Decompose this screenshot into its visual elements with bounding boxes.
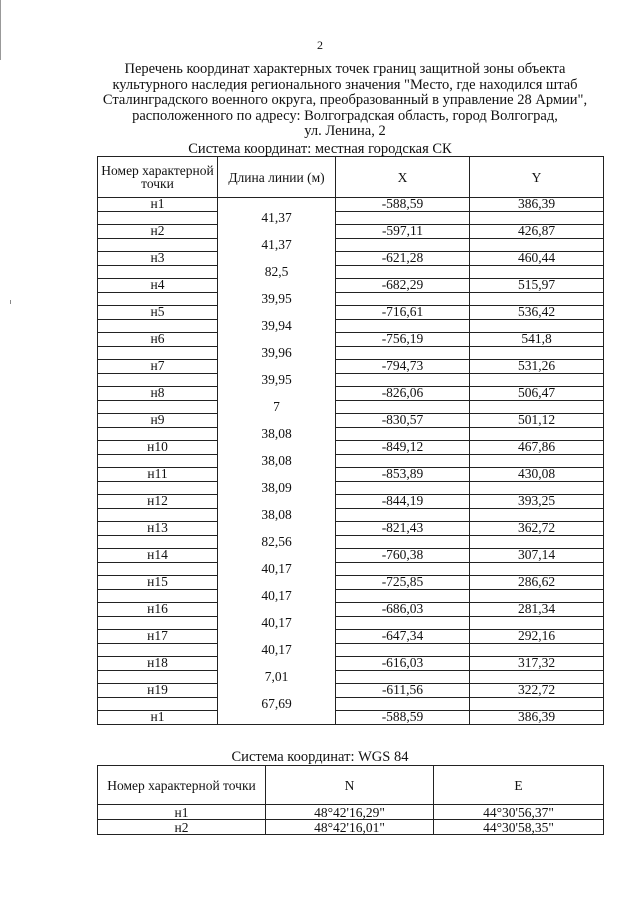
point-name-cell: н2 bbox=[98, 225, 218, 239]
length-cell-empty bbox=[218, 603, 336, 617]
y-cell: 386,39 bbox=[470, 198, 604, 212]
y-cell: 281,34 bbox=[470, 603, 604, 617]
point-name-cell: н19 bbox=[98, 684, 218, 698]
page-number: 2 bbox=[317, 38, 323, 52]
point-name-cell: н7 bbox=[98, 360, 218, 374]
point-row bbox=[98, 441, 604, 455]
y-cell: 531,26 bbox=[470, 360, 604, 374]
point-row bbox=[98, 468, 604, 482]
x-cell: -621,28 bbox=[336, 252, 470, 266]
segment-length-cell: 38,08 bbox=[218, 508, 336, 522]
y-cell: 362,72 bbox=[470, 522, 604, 536]
y-cell: 536,42 bbox=[470, 306, 604, 320]
y-cell: 317,32 bbox=[470, 657, 604, 671]
y-cell: 460,44 bbox=[470, 252, 604, 266]
table-header-row bbox=[98, 157, 604, 198]
x-cell: -716,61 bbox=[336, 306, 470, 320]
table2-caption: Система координат: WGS 84 bbox=[231, 749, 409, 765]
segment-length-cell: 7 bbox=[218, 400, 336, 414]
segment-length-cell: 39,95 bbox=[218, 292, 336, 306]
length-cell-empty bbox=[218, 630, 336, 644]
point-name-cell: н13 bbox=[98, 522, 218, 536]
length-cell-empty bbox=[218, 333, 336, 347]
point-row bbox=[98, 279, 604, 293]
length-cell-empty bbox=[218, 549, 336, 563]
x-cell: -760,38 bbox=[336, 549, 470, 563]
segment-length-cell: 40,17 bbox=[218, 589, 336, 603]
length-cell-empty bbox=[218, 306, 336, 320]
y-cell: 393,25 bbox=[470, 495, 604, 509]
x-cell: -611,56 bbox=[336, 684, 470, 698]
point-name-cell: н10 bbox=[98, 441, 218, 455]
title-line: Перечень координат характерных точек границ защитной зоны объекта bbox=[124, 61, 566, 77]
x-cell: -821,43 bbox=[336, 522, 470, 536]
x-cell: -756,19 bbox=[336, 333, 470, 347]
n-cell: 48°42'16,01" bbox=[266, 820, 434, 835]
e-cell: 44°30'56,37" bbox=[434, 805, 604, 820]
wgs-row bbox=[98, 820, 604, 835]
y-cell: 292,16 bbox=[470, 630, 604, 644]
point-row bbox=[98, 549, 604, 563]
point-row bbox=[98, 252, 604, 266]
length-cell-empty bbox=[218, 414, 336, 428]
segment-length-cell: 39,95 bbox=[218, 373, 336, 387]
length-cell-empty bbox=[218, 360, 336, 374]
y-cell: 541,8 bbox=[470, 333, 604, 347]
y-cell: 307,14 bbox=[470, 549, 604, 563]
x-cell: -588,59 bbox=[336, 711, 470, 725]
y-cell: 430,08 bbox=[470, 468, 604, 482]
x-cell: -686,03 bbox=[336, 603, 470, 617]
point-name-cell: н15 bbox=[98, 576, 218, 590]
segment-length-cell: 40,17 bbox=[218, 562, 336, 576]
y-cell: 386,39 bbox=[470, 711, 604, 725]
segment-length-cell: 38,08 bbox=[218, 454, 336, 468]
length-cell-empty bbox=[218, 252, 336, 266]
length-cell-empty bbox=[218, 387, 336, 401]
document-title bbox=[80, 62, 610, 140]
header-point: Номер характерной точки bbox=[98, 157, 218, 198]
scan-speck bbox=[10, 300, 11, 304]
point-row bbox=[98, 360, 604, 374]
point-row bbox=[98, 684, 604, 698]
point-name-cell: н9 bbox=[98, 414, 218, 428]
segment-length-cell: 39,96 bbox=[218, 346, 336, 360]
length-cell-empty bbox=[218, 522, 336, 536]
length-cell-empty bbox=[218, 468, 336, 482]
point-name-cell: н6 bbox=[98, 333, 218, 347]
point-row bbox=[98, 576, 604, 590]
x-cell: -794,73 bbox=[336, 360, 470, 374]
header-n: N bbox=[266, 766, 434, 805]
point-row bbox=[98, 630, 604, 644]
title-line: культурного наследия регионального значения "Место, где находился штаб bbox=[112, 76, 578, 93]
local-coordinates-table bbox=[97, 156, 604, 725]
header-point: Номер характерной точки bbox=[98, 766, 266, 805]
segment-length-cell: 40,17 bbox=[218, 616, 336, 630]
point-name-cell: н5 bbox=[98, 306, 218, 320]
x-cell: -826,06 bbox=[336, 387, 470, 401]
n-cell: 48°42'16,29" bbox=[266, 805, 434, 820]
header-e: E bbox=[434, 766, 604, 805]
title-line: Сталинградского военного округа, преобразованный в управление 28 Армии", bbox=[102, 92, 588, 108]
segment-length-cell: 38,09 bbox=[218, 481, 336, 495]
y-cell: 322,72 bbox=[470, 684, 604, 698]
point-row bbox=[98, 198, 604, 212]
point-row bbox=[98, 225, 604, 239]
point-row bbox=[98, 414, 604, 428]
length-cell-empty bbox=[218, 441, 336, 455]
segment-length-cell: 39,94 bbox=[218, 319, 336, 333]
point-name-cell: н11 bbox=[98, 468, 218, 482]
point-name-cell: н18 bbox=[98, 657, 218, 671]
length-cell-empty bbox=[218, 657, 336, 671]
length-cell-empty bbox=[218, 225, 336, 239]
header-x: X bbox=[336, 157, 470, 198]
point-name-cell: н12 bbox=[98, 495, 218, 509]
x-cell: -647,34 bbox=[336, 630, 470, 644]
y-cell: 286,62 bbox=[470, 576, 604, 590]
segment-length-cell: 82,56 bbox=[218, 535, 336, 549]
length-cell-empty bbox=[218, 684, 336, 698]
table1-caption: Система координат: местная городская СК bbox=[188, 141, 452, 157]
point-name-cell: н4 bbox=[98, 279, 218, 293]
point-name-cell: н8 bbox=[98, 387, 218, 401]
segment-length-cell: 82,5 bbox=[218, 265, 336, 279]
point-row bbox=[98, 603, 604, 617]
x-cell: -849,12 bbox=[336, 441, 470, 455]
x-cell: -588,59 bbox=[336, 198, 470, 212]
length-cell-empty bbox=[218, 495, 336, 509]
title-line: расположенного по адресу: Волгоградская область, город Волгоград, bbox=[132, 107, 558, 124]
header-length: Длина линии (м) bbox=[218, 157, 336, 198]
point-row bbox=[98, 522, 604, 536]
y-cell: 501,12 bbox=[470, 414, 604, 428]
length-cell-empty bbox=[218, 279, 336, 293]
point-name-cell: н2 bbox=[98, 820, 266, 835]
header-y: Y bbox=[470, 157, 604, 198]
point-row bbox=[98, 333, 604, 347]
length-cell-empty bbox=[218, 198, 336, 212]
e-cell: 44°30'58,35" bbox=[434, 820, 604, 835]
point-name-cell: н1 bbox=[98, 805, 266, 820]
segment-length-cell: 38,08 bbox=[218, 427, 336, 441]
point-name-cell: н14 bbox=[98, 549, 218, 563]
segment-length-cell: 67,69 bbox=[218, 697, 336, 711]
point-name-cell: н1 bbox=[98, 198, 218, 212]
point-name-cell: н1 bbox=[98, 711, 218, 725]
x-cell: -830,57 bbox=[336, 414, 470, 428]
y-cell: 506,47 bbox=[470, 387, 604, 401]
x-cell: -844,19 bbox=[336, 495, 470, 509]
point-name-cell: н17 bbox=[98, 630, 218, 644]
point-row bbox=[98, 657, 604, 671]
segment-length-cell: 40,17 bbox=[218, 643, 336, 657]
wgs-row bbox=[98, 805, 604, 820]
x-cell: -853,89 bbox=[336, 468, 470, 482]
wgs84-coordinates-table bbox=[97, 765, 604, 835]
title-line: ул. Ленина, 2 bbox=[304, 123, 386, 139]
segment-length-cell: 41,37 bbox=[218, 238, 336, 252]
y-cell: 515,97 bbox=[470, 279, 604, 293]
y-cell: 467,86 bbox=[470, 441, 604, 455]
x-cell: -597,11 bbox=[336, 225, 470, 239]
segment-length-cell: 7,01 bbox=[218, 670, 336, 684]
segment-length-cell: 41,37 bbox=[218, 211, 336, 225]
y-cell: 426,87 bbox=[470, 225, 604, 239]
x-cell: -616,03 bbox=[336, 657, 470, 671]
length-cell-empty bbox=[218, 711, 336, 725]
point-row bbox=[98, 306, 604, 320]
length-cell-empty bbox=[218, 576, 336, 590]
x-cell: -725,85 bbox=[336, 576, 470, 590]
table-header-row bbox=[98, 766, 604, 805]
point-row bbox=[98, 387, 604, 401]
point-name-cell: н3 bbox=[98, 252, 218, 266]
point-row bbox=[98, 711, 604, 725]
point-name-cell: н16 bbox=[98, 603, 218, 617]
point-row bbox=[98, 495, 604, 509]
x-cell: -682,29 bbox=[336, 279, 470, 293]
